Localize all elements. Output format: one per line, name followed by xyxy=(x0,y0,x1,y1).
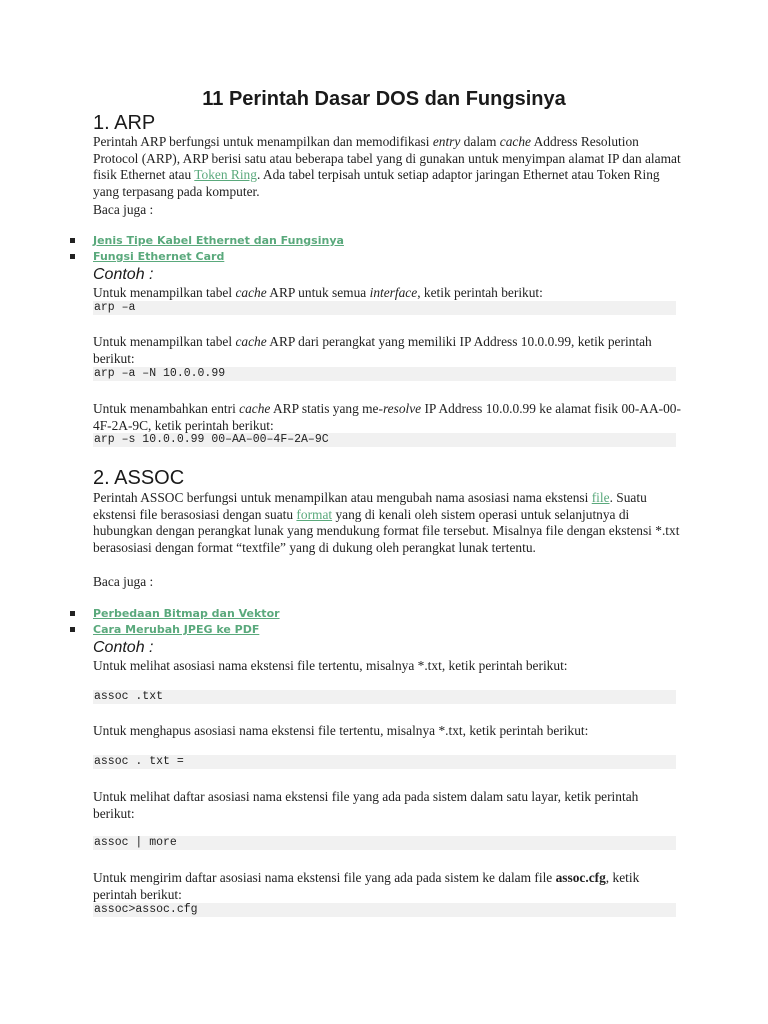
code-block: arp –a –N 10.0.0.99 xyxy=(93,367,676,381)
list-item xyxy=(70,233,344,249)
arp-intro-paragraph: Perintah ARP berfungsi untuk menampilkan dan memodifikasi entry dalam cache Address Resolution Protocol (ARP), ARP berisi satu atau beberapa tabel yang di gunakan untuk menyimpan alamat IP dan alamat fisik Ethernet atau Token Ring. Ada tabel terpisah untuk setiap adaptor jaringan Ethernet atau Token Ring yang terpasang pada komputer. xyxy=(93,134,681,199)
arp-related-links xyxy=(70,233,344,265)
arp-example-text: Untuk menampilkan tabel cache ARP untuk semua interface, ketik perintah berikut: xyxy=(93,285,543,300)
related-link[interactable]: Fungsi Ethernet Card xyxy=(93,250,225,263)
assoc-example-text: Untuk melihat asosiasi nama ekstensi file tertentu, misalnya *.txt, ketik perintah berikut: xyxy=(93,658,568,673)
assoc-example-text: Untuk menghapus asosiasi nama ekstensi file tertentu, misalnya *.txt, ketik perintah berikut: xyxy=(93,723,589,738)
code-block: assoc | more xyxy=(93,836,676,850)
file-link[interactable]: file xyxy=(591,490,610,505)
bullet-square-icon xyxy=(70,627,75,632)
section-heading-arp: 1. ARP xyxy=(93,112,156,134)
arp-contoh-label: Contoh : xyxy=(93,266,154,283)
assoc-baca-juga-label: Baca juga : xyxy=(93,574,154,589)
code-block: assoc . txt = xyxy=(93,755,676,769)
arp-example-text: Untuk menampilkan tabel cache ARP dari perangkat yang memiliki IP Address 10.0.0.99, ketik perintah berikut: xyxy=(93,334,652,366)
bullet-square-icon xyxy=(70,254,75,259)
bullet-square-icon xyxy=(70,611,75,616)
token-ring-link[interactable]: Token Ring xyxy=(194,167,257,183)
assoc-example-text: Untuk melihat daftar asosiasi nama ekstensi file yang ada pada sistem dalam satu layar, ketik perintah berikut: xyxy=(93,789,639,821)
assoc-related-links xyxy=(70,606,280,638)
assoc-contoh-label: Contoh : xyxy=(93,639,154,656)
code-block: arp –a xyxy=(93,301,676,315)
list-item xyxy=(70,249,344,265)
assoc-example-text: Untuk mengirim daftar asosiasi nama ekstensi file yang ada pada sistem ke dalam file assoc.cfg, ketik perintah berikut: xyxy=(93,870,640,902)
format-link[interactable]: format xyxy=(296,506,333,522)
related-link[interactable]: Cara Merubah JPEG ke PDF xyxy=(93,623,260,636)
related-link[interactable]: Perbedaan Bitmap dan Vektor xyxy=(93,607,280,620)
arp-baca-juga-label: Baca juga : xyxy=(93,202,154,217)
arp-example-text: Untuk menambahkan entri cache ARP statis yang me-resolve IP Address 10.0.0.99 ke alamat fisik 00-AA-00-4F-2A-9C, ketik perintah berikut: xyxy=(93,401,681,433)
page-title: 11 Perintah Dasar DOS dan Fungsinya xyxy=(202,88,566,110)
list-item xyxy=(70,606,280,622)
code-block: assoc .txt xyxy=(93,690,676,704)
bullet-square-icon xyxy=(70,238,75,243)
code-block: assoc>assoc.cfg xyxy=(93,903,676,917)
section-heading-assoc: 2. ASSOC xyxy=(93,467,185,489)
related-link[interactable]: Jenis Tipe Kabel Ethernet dan Fungsinya xyxy=(93,234,344,247)
list-item xyxy=(70,622,280,638)
assoc-intro-paragraph: Perintah ASSOC berfungsi untuk menampilkan atau mengubah nama asosiasi nama ekstensi file. Suatu ekstensi file berasosiasi dengan suatu format yang di kenali oleh sistem operasi untuk selanjutnya di hubungkan dengan perangkat lunak yang mendukung format file tersebut. Misalnya file dengan ekstensi *.txt berasosiasi dengan format “textfile” yang di dukung oleh perangkat lunak tertentu. xyxy=(93,490,680,555)
code-block: arp –s 10.0.0.99 00–AA–00–4F–2A–9C xyxy=(93,433,676,447)
